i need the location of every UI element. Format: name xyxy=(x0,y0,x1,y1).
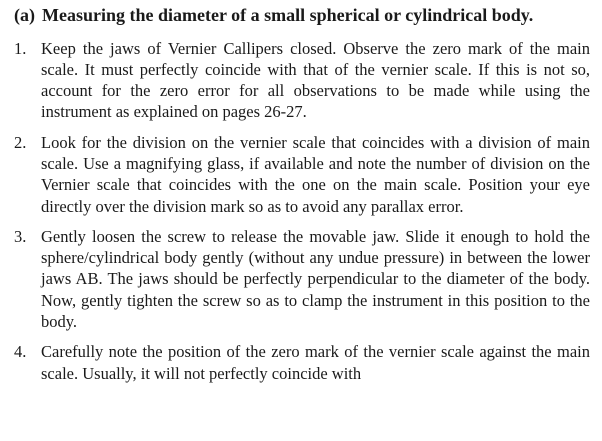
procedure-step-3 xyxy=(14,226,590,332)
procedure-step-1 xyxy=(14,38,590,123)
section-label: (a) xyxy=(14,5,35,25)
section-title: Measuring the diameter of a small spherical or cylindrical body. xyxy=(42,5,534,25)
procedure-list xyxy=(14,38,590,384)
step-text: Keep the jaws of Vernier Callipers closed. Observe the zero mark of the main scale. It must perfectly coincide with that of the vernier scale. If this is not so, account for the zero error for all observations to be made while using the instrument as explained on pages 26-27. xyxy=(41,38,590,122)
step-number: 2. xyxy=(14,132,27,152)
step-text: Carefully note the position of the zero mark of the vernier scale against the main scale. Usually, it will not perfectly coincide with xyxy=(41,342,590,383)
step-text: Gently loosen the screw to release the movable jaw. Slide it enough to hold the sphere/cylindrical body gently (without any undue pressure) in between the lower jaws AB. The jaws should be perfectly perpendicular to the diameter of the body. Now, gently tighten the screw so as to clamp the instrument in this position to the body. xyxy=(41,226,590,332)
step-number: 3. xyxy=(14,226,27,246)
procedure-step-2 xyxy=(14,132,590,217)
step-number: 4. xyxy=(14,342,27,362)
section-heading xyxy=(14,5,590,27)
procedure-step-4 xyxy=(14,341,590,384)
step-number: 1. xyxy=(14,38,27,58)
step-text: Look for the division on the vernier scale that coincides with a division of main scale. Use a magnifying glass, if available and note the number of division on the Vernier scale that coincides with the one on the main scale. Position your eye directly over the division mark so as to avoid any parallax error. xyxy=(41,132,590,216)
